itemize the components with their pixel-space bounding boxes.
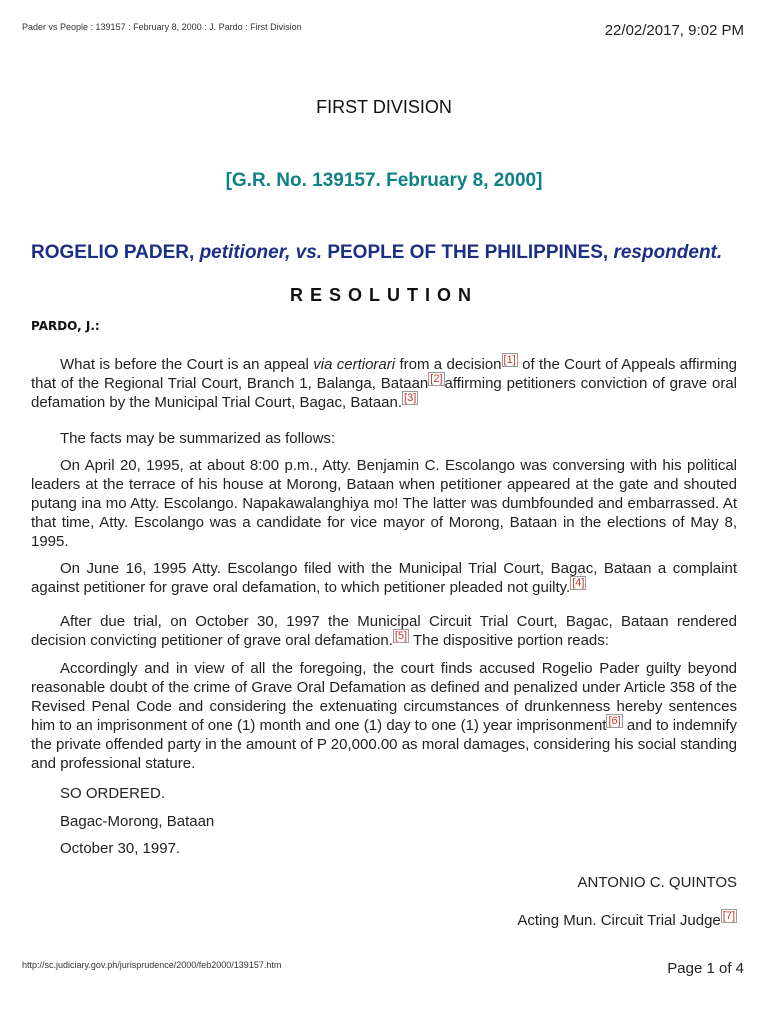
paragraph-6: Accordingly and in view of all the foregoing, the court finds accused Rogelio Pader guilty beyond reasonable doubt of the crime of Grave Oral Defamation as defined and penalized under Article 358 of the Revised Penal Code and considering the extenuating circumstances of drunkenness hereby sentences him to an imprisonment of one (1) month and one (1) day to one (1) year imprisonment [6] and to indemnify the private offended party in the amount of P 20,000.00 as moral damages, considering his social standing and professional stature. [31, 660, 737, 772]
print-footer-page: Page 1 of 4 [667, 960, 744, 977]
paragraph-5: After due trial, on October 30, 1997 the Municipal Circuit Trial Court, Bagac, Bataan rendered decision convicting petitioner of grave oral defamation. [5] The dispositive portion reads: [31, 613, 737, 649]
footnote-link-3[interactable]: [3] [404, 392, 417, 404]
footnote-link-6[interactable]: [6] [608, 715, 621, 727]
resolution-heading: RESOLUTION [289, 285, 478, 305]
gr-number-heading: [G.R. No. 139157. February 8, 2000] [225, 170, 543, 191]
decision-date: October 30, 1997. [60, 840, 181, 857]
petitioner-name: ROGELIO PADER, [31, 242, 195, 263]
judge-name: ANTONIO C. QUINTOS [577, 874, 737, 891]
respondent-name: PEOPLE OF THE PHILIPPINES, [327, 242, 609, 263]
paragraph-1: What is before the Court is an appeal via certiorari from a decision [1] of the Court of Appeals affirming that of the Regional Trial Court, Branch 1, Balanga, Bataan [2] affirming petitioners conviction of grave oral defamation by the Municipal Trial Court, Bagac, Bataan. [3] [31, 354, 738, 411]
respondent-role: respondent. [613, 242, 723, 263]
ponente: PARDO, J.: [31, 319, 100, 333]
decision-place: Bagac-Morong, Bataan [60, 813, 215, 830]
paragraph-3: On April 20, 1995, at about 8:00 p.m., Atty. Benjamin C. Escolango was conversing with his political leaders at the terrace of his house at Morong, Bataan when petitioner appeared at the gate and shouted putang ina mo Atty. Escolango. Napakawalanghiya mo! The latter was dumbfounded and embarrassed. At that time, Atty. Escolango was a candidate for vice mayor of Morong, Bataan in the elections of May 8, 1995. [31, 457, 737, 550]
print-footer-url: http://sc.judiciary.gov.ph/jurisprudence/2000/feb2000/139157.htm [22, 960, 282, 970]
footnote-link-1[interactable]: [1] [503, 354, 516, 366]
footnote-link-7[interactable]: [7] [722, 910, 735, 922]
case-parties [31, 242, 722, 264]
footnote-link-4[interactable]: [4] [572, 577, 585, 589]
judge-title: Acting Mun. Circuit Trial Judge [517, 912, 721, 929]
petitioner-role: petitioner, vs. [199, 242, 323, 263]
emphasis-text: via certiorari [313, 356, 396, 373]
print-header-title: Pader vs People : 139157 : February 8, 2000 : J. Pardo : First Division [22, 22, 302, 32]
division-heading: FIRST DIVISION [316, 97, 452, 117]
so-ordered: SO ORDERED. [60, 785, 166, 802]
paragraph-2: The facts may be summarized as follows: [60, 430, 336, 447]
footnote-link-5[interactable]: [5] [394, 630, 408, 642]
judge-title-line [517, 912, 737, 929]
print-header-datetime: 22/02/2017, 9:02 PM [604, 22, 744, 39]
paragraph-4: On June 16, 1995 Atty. Escolango filed with the Municipal Trial Court, Bagac, Bataan a complaint against petitioner for grave oral defamation, to which petitioner pleaded not guilty. [4] [31, 560, 737, 596]
footnote-link-2[interactable]: [2] [430, 373, 443, 385]
